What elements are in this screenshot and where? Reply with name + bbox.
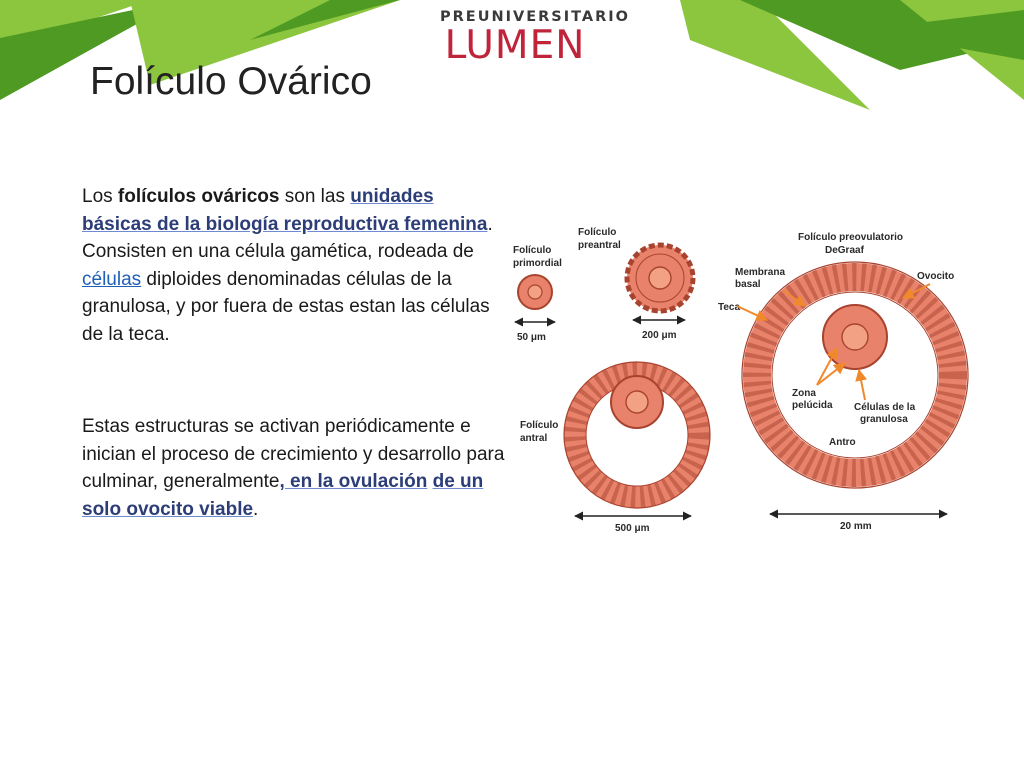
theca-label: Teca [718, 302, 741, 313]
logo-wordmark: LUMEN [444, 23, 586, 68]
preovulatory-scale: 20 mm [840, 521, 872, 532]
intro-paragraph: Los folículos ováricos son las unidades básicas de la biología reproductiva femenina. Consisten en una célula gamética, rodeada de células diploides denominadas células de la granulosa, y por fuera de estas estan las células de la teca. [82, 186, 493, 345]
lumen-logo [440, 8, 631, 68]
bold-term: folículos ováricos [117, 186, 280, 207]
antral-label-1: Folículo [520, 420, 559, 431]
primordial-label-1: Folículo [513, 245, 552, 256]
zona-label-1: Zona [792, 388, 816, 399]
membrane-label-2: basal [735, 279, 761, 290]
antral-scale: 500 μm [615, 523, 650, 534]
follicle-diagram [505, 220, 1015, 540]
slide-title: Folículo Ovárico [90, 60, 372, 103]
zona-label-2: pelúcida [792, 400, 833, 411]
highlight-ovocyte: de un solo ovocito viable [82, 471, 484, 520]
preovulatory-label-1: Folículo preovulatorio [798, 232, 904, 243]
preovulatory-label-2: DeGraaf [825, 245, 864, 256]
primordial-follicle [518, 275, 552, 309]
development-paragraph: Estas estructuras se activan periódicamente e inician el proceso de crecimiento y desarrollo para culminar, generalmente, en la ovulación de un solo ovocito viable. [82, 416, 505, 520]
preovulatory-follicle [742, 262, 968, 488]
preantral-follicle [627, 245, 693, 311]
granulosa-label-1: Células de la [854, 402, 916, 413]
highlight-ovulation: , en la ovulación [279, 471, 428, 492]
oocyte-label: Ovocito [917, 271, 955, 282]
highlight-definition: unidades básicas de la biología reproductiva femenina [82, 186, 488, 235]
granulosa-label-2: granulosa [860, 414, 908, 425]
antral-label-2: antral [520, 433, 548, 444]
membrane-label-1: Membrana [735, 267, 786, 278]
antral-follicle [564, 362, 710, 508]
primordial-label-2: primordial [513, 258, 562, 269]
logo-tagline: PREUNIVERSITARIO [440, 9, 631, 25]
antrum-label: Antro [829, 437, 856, 448]
preantral-label-1: Folículo [578, 227, 617, 238]
celulas-link[interactable]: células [82, 268, 142, 290]
preantral-scale: 200 μm [642, 330, 677, 341]
preantral-label-2: preantral [578, 240, 621, 251]
primordial-scale: 50 μm [517, 332, 546, 343]
